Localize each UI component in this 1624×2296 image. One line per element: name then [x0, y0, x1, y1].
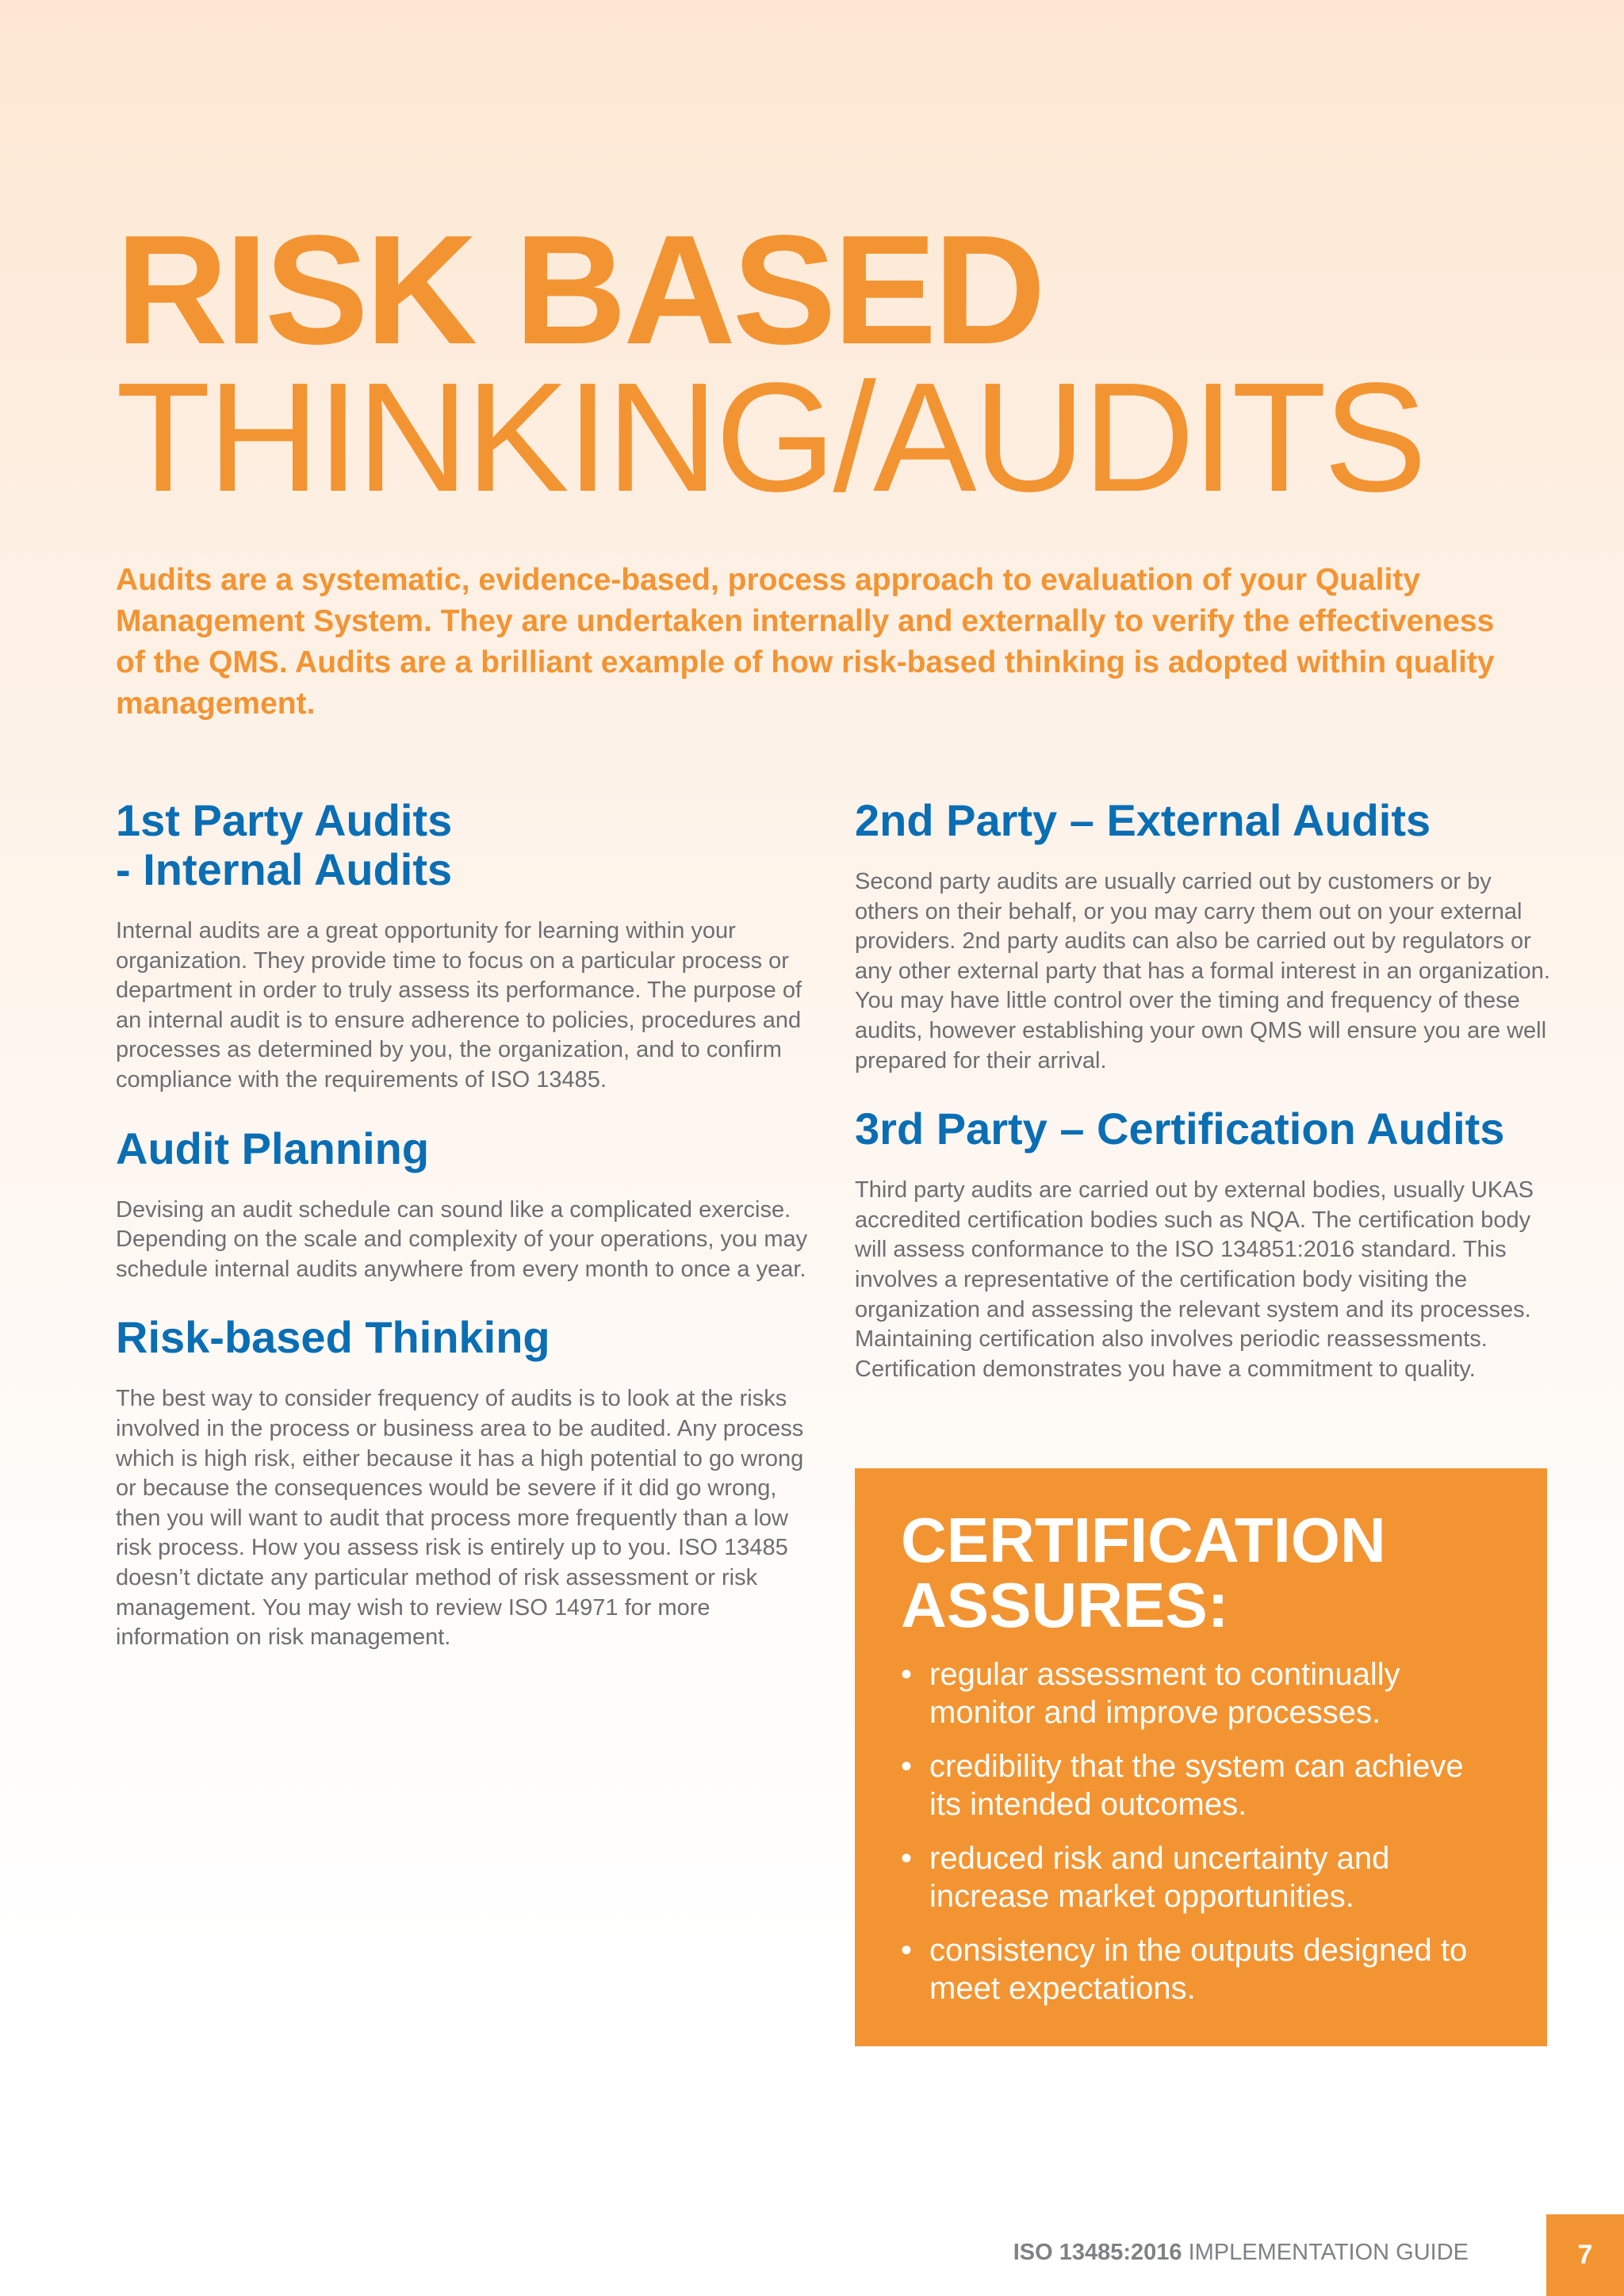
title-line-1: RISK BASED: [116, 203, 1043, 377]
section-body-second-party: Second party audits are usually carried out by customers or by others on their behalf, or you may carry them out on your external providers. 2nd party audits can also be carried out by regulators or any other external party that has a formal interest in an organization. You may have little control over the timing and frequency of these audits, however establishing your own QMS will ensure you are well prepared for their arrival.: [855, 869, 1550, 1073]
intro-paragraph: Audits are a systematic, evidence-based, process approach to evaluation of your Quality Management System. They are undertaken internally and externally to verify the effectiveness of the QMS. Audits are a brilliant example of how risk-based thinking is adopted within quality management.: [116, 563, 1495, 721]
list-item-text: regular assessment to continually monitor and improve processes.: [929, 1657, 1400, 1730]
page-title: [116, 203, 1424, 524]
list-item: [901, 1655, 1501, 1732]
section-heading-third-party: 3rd Party – Certification Audits: [855, 1104, 1505, 1154]
certification-title-line-1: CERTIFICATION: [901, 1505, 1386, 1575]
section-audit-planning: [116, 1124, 814, 1285]
bullet-icon: •: [901, 1749, 913, 1784]
certification-box-title: [901, 1505, 1501, 1640]
list-item-text: consistency in the outputs designed to meet expectations.: [929, 1933, 1468, 2006]
footer-guide-label: IMPLEMENTATION GUIDE: [1188, 2240, 1469, 2265]
right-column: [855, 796, 1553, 1413]
section-heading-first-party: [116, 796, 814, 894]
bullet-icon: •: [901, 1933, 913, 1968]
list-item-text: credibility that the system can achieve its intended outcomes.: [929, 1749, 1464, 1822]
section-third-party-audits: [855, 1104, 1553, 1384]
list-item: [901, 1839, 1501, 1915]
section-body-third-party: Third party audits are carried out by external bodies, usually UKAS accredited certification bodies such as NQA. The certification body will assess conformance to the ISO 134851:2016 standard. This involves a representative of the certification body visiting the organization and assessing the relevant system and its processes. Maintaining certification also involves periodic reassessments. Certification demonstrates you have a commitment to quality.: [855, 1177, 1534, 1382]
list-item-text: reduced risk and uncertainty and increase market opportunities.: [929, 1841, 1390, 1914]
section-body-first-party: Internal audits are a great opportunity for learning within your organization. They provide time to focus on a particular process or department in order to truly assess its performance. The purpose of an internal audit is to ensure adherence to policies, procedures and processes as determined by you, the organization, and to confirm compliance with the requirements of ISO 13485.: [116, 918, 802, 1093]
heading-line-1: 1st Party Audits: [116, 795, 453, 845]
list-item: [901, 1931, 1501, 2007]
section-body-audit-planning: Devising an audit schedule can sound like a complicated exercise. Depending on the scale and complexity of your operations, you may schedule internal audits anywhere from every month to once a year.: [116, 1196, 808, 1282]
certification-list: [901, 1655, 1501, 2007]
section-body-risk-based-thinking: The best way to consider frequency of audits is to look at the risks involved in the process or business area to be audited. Any process which is high risk, either because it has a high potential to go wrong or because the consequences would be severe if it did go wrong, then you will want to audit that process more frequently than a low risk process. How you assess risk is entirely up to you. ISO 13485 doesn’t dictate any particular method of risk assessment or risk management. You may wish to review ISO 14971 for more information on risk management.: [116, 1386, 804, 1651]
certification-box: [855, 1468, 1547, 2046]
list-item: [901, 1747, 1501, 1823]
bullet-icon: •: [901, 1841, 913, 1876]
section-second-party-audits: [855, 796, 1553, 1076]
footer-guide-title: [1013, 2239, 1469, 2280]
section-heading-second-party: 2nd Party – External Audits: [855, 795, 1431, 845]
section-heading-risk-based-thinking: Risk-based Thinking: [116, 1312, 550, 1363]
left-column: [116, 796, 814, 1682]
heading-line-2: - Internal Audits: [116, 844, 453, 894]
section-risk-based-thinking: [116, 1313, 814, 1652]
page-number: 7: [1546, 2214, 1624, 2296]
section-first-party-audits: [116, 796, 814, 1096]
certification-title-line-2: ASSURES:: [901, 1570, 1229, 1640]
footer-standard: ISO 13485:2016: [1013, 2240, 1182, 2265]
bullet-icon: •: [901, 1657, 913, 1692]
section-heading-audit-planning: Audit Planning: [116, 1123, 430, 1173]
title-line-2: THINKING/AUDITS: [116, 350, 1424, 524]
